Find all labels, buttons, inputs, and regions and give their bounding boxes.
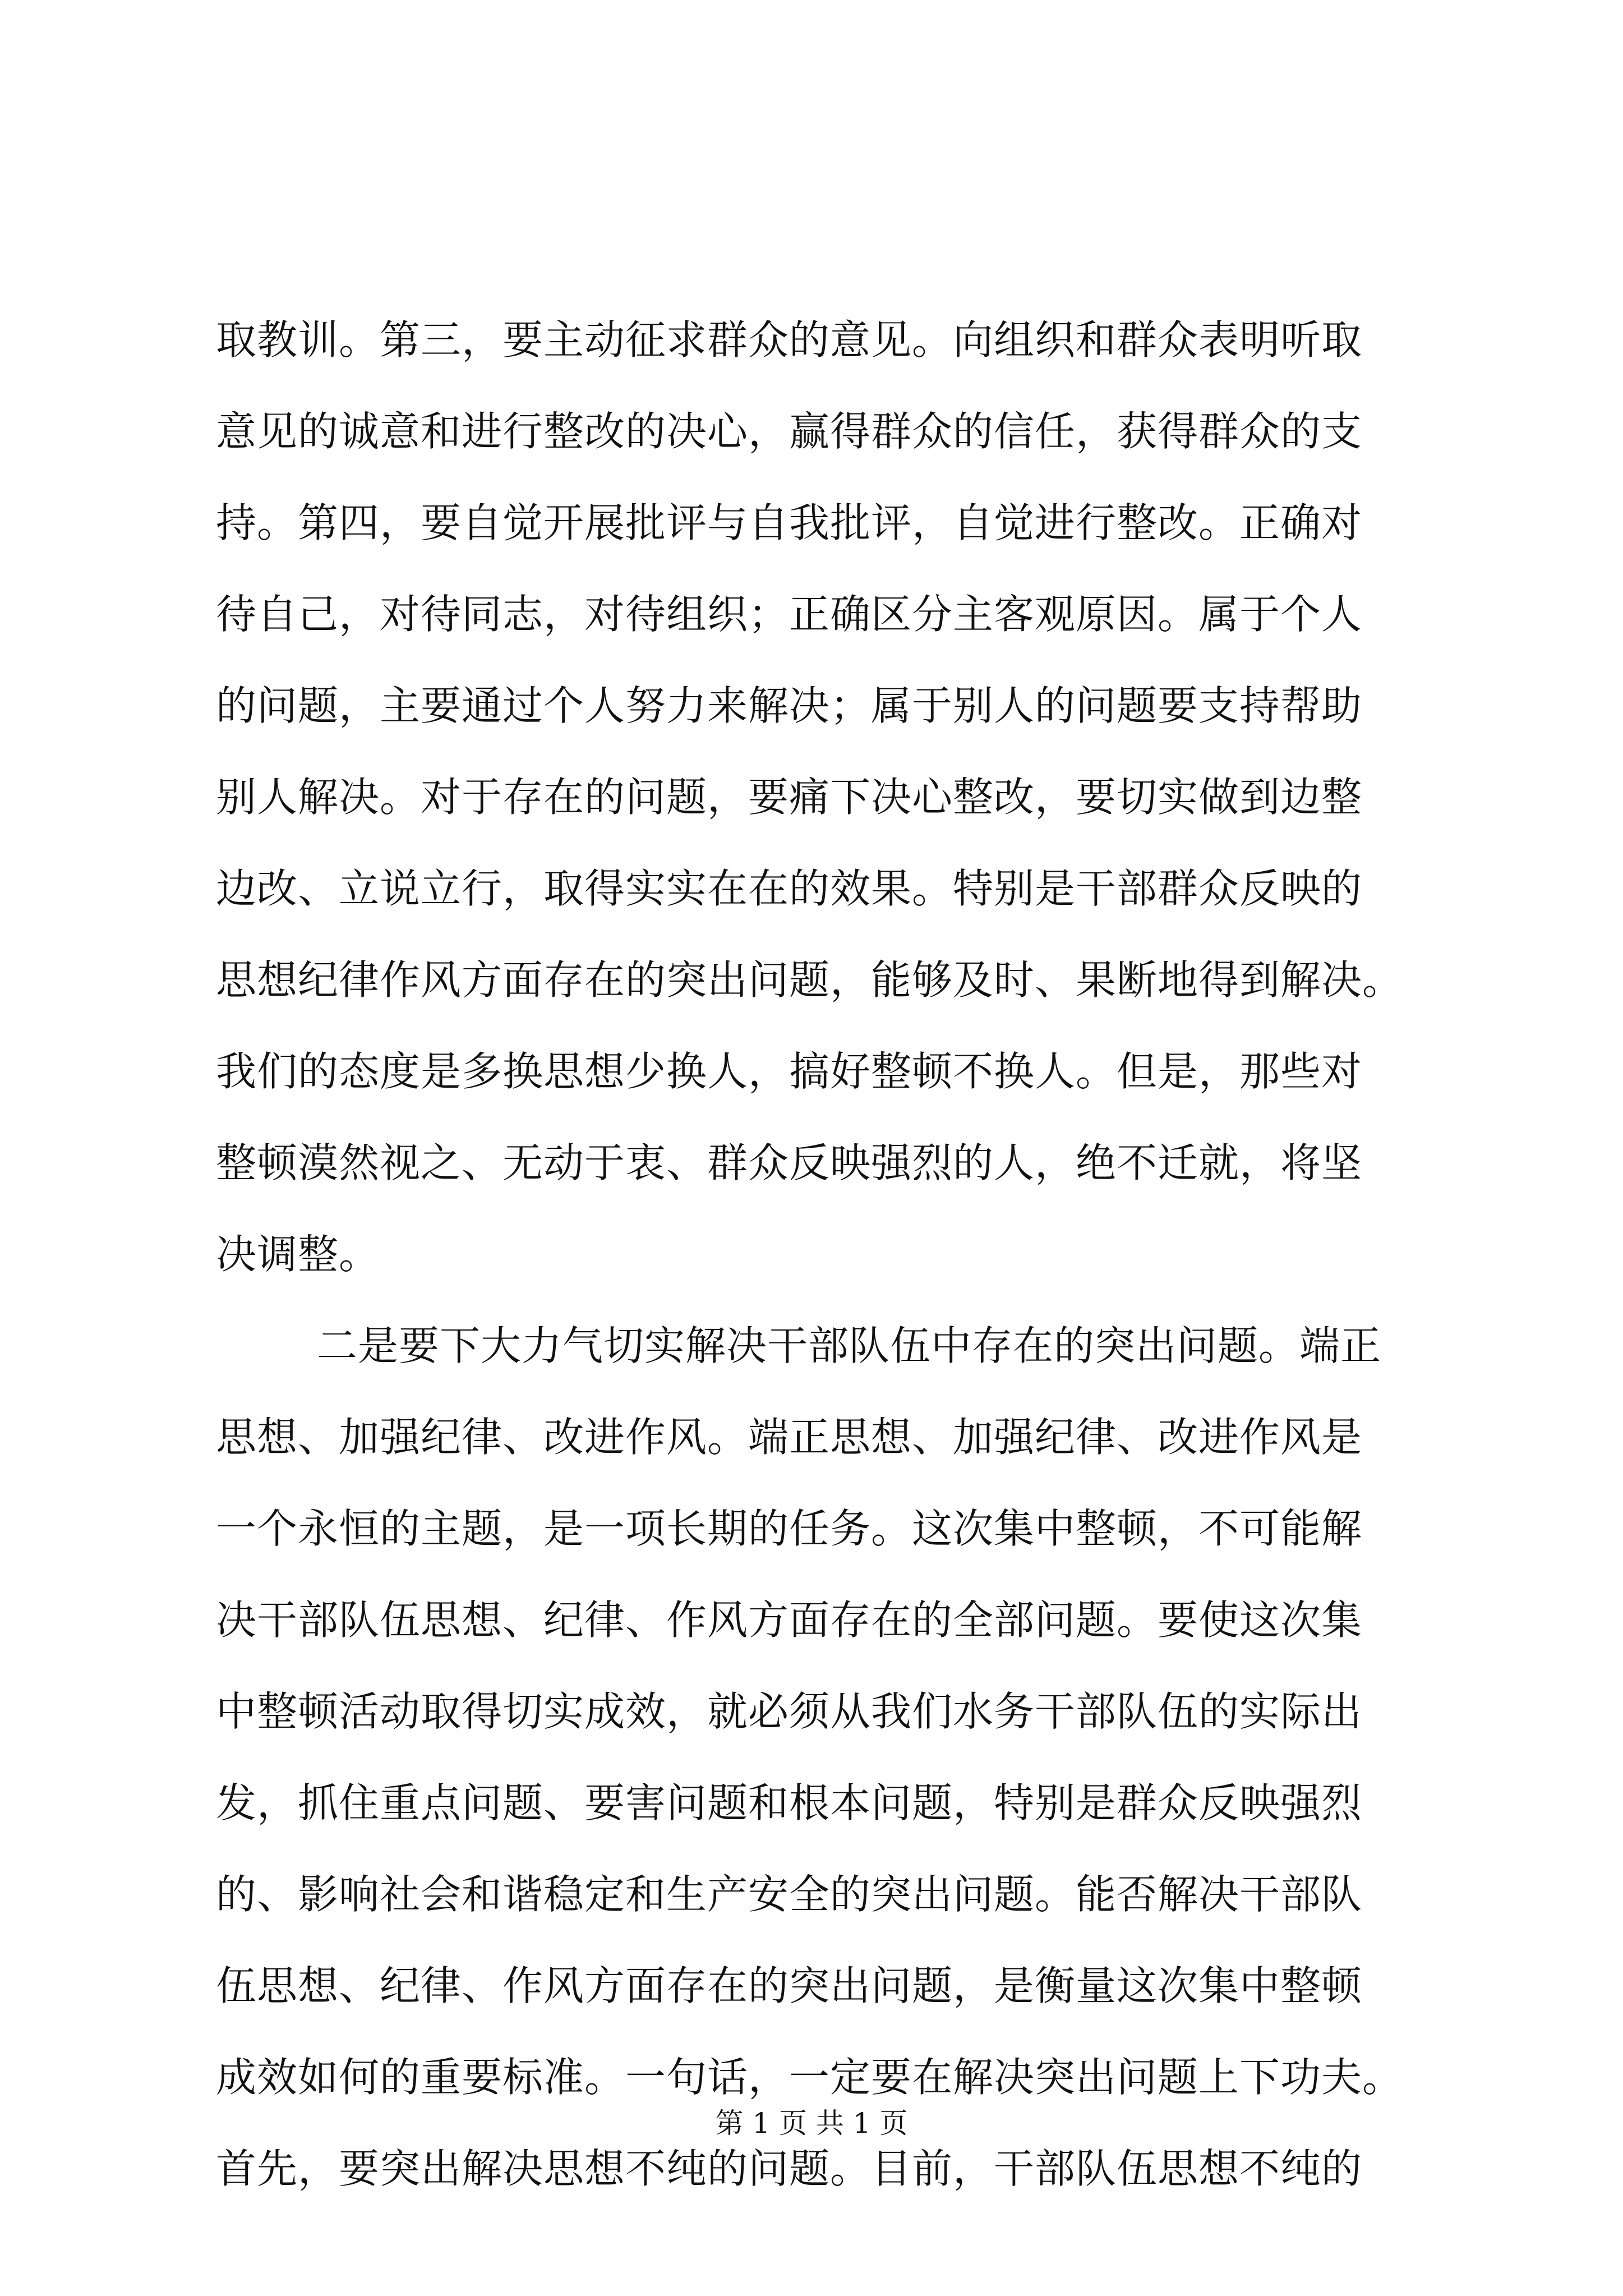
body-text xyxy=(216,295,1436,2215)
text-line: 发，抓住重点问题、要害问题和根本问题，特别是群众反映强烈 xyxy=(216,1779,1363,1826)
text-line: 待自己，对待同志，对待组织；正确区分主客观原因。属于个人 xyxy=(216,591,1363,638)
text-line: 决调整。 xyxy=(216,1231,380,1278)
text-line: 成效如何的重要标准。一句话，一定要在解决突出问题上下功夫。 xyxy=(216,2054,1404,2101)
text-line: 首先，要突出解决思想不纯的问题。目前，干部队伍思想不纯的 xyxy=(216,2145,1363,2192)
text-line: 伍思想、纪律、作风方面存在的突出问题，是衡量这次集中整顿 xyxy=(216,1962,1363,2009)
text-line: 别人解决。对于存在的问题，要痛下决心整改，要切实做到边整 xyxy=(216,774,1363,821)
text-line: 边改、立说立行，取得实实在在的效果。特别是干部群众反映的 xyxy=(216,865,1363,912)
text-line: 思想、加强纪律、改进作风。端正思想、加强纪律、改进作风是 xyxy=(216,1414,1363,1461)
paragraph-start-line: 二是要下大力气切实解决干部队伍中存在的突出问题。端正 xyxy=(317,1322,1382,1369)
text-line: 我们的态度是多换思想少换人，搞好整顿不换人。但是，那些对 xyxy=(216,1048,1363,1095)
text-line: 持。第四，要自觉开展批评与自我批评，自觉进行整改。正确对 xyxy=(216,499,1363,546)
text-line: 决干部队伍思想、纪律、作风方面存在的全部问题。要使这次集 xyxy=(216,1596,1363,1644)
text-line: 的问题，主要通过个人努力来解决；属于别人的问题要支持帮助 xyxy=(216,682,1363,729)
text-line: 的、影响社会和谐稳定和生产安全的突出问题。能否解决干部队 xyxy=(216,1871,1363,1918)
text-line: 意见的诚意和进行整改的决心，赢得群众的信任，获得群众的支 xyxy=(216,408,1363,455)
text-line: 中整顿活动取得切实成效，就必须从我们水务干部队伍的实际出 xyxy=(216,1688,1363,1735)
text-line: 整顿漠然视之、无动于衷、群众反映强烈的人，绝不迁就，将坚 xyxy=(216,1139,1363,1186)
text-line: 一个永恒的主题，是一项长期的任务。这次集中整顿，不可能解 xyxy=(216,1505,1363,1552)
text-line: 思想纪律作风方面存在的突出问题，能够及时、果断地得到解决。 xyxy=(216,956,1404,1004)
text-line: 取教训。第三，要主动征求群众的意见。向组织和群众表明听取 xyxy=(216,316,1363,364)
page-footer: 第 1 页 共 1 页 xyxy=(715,2107,908,2139)
